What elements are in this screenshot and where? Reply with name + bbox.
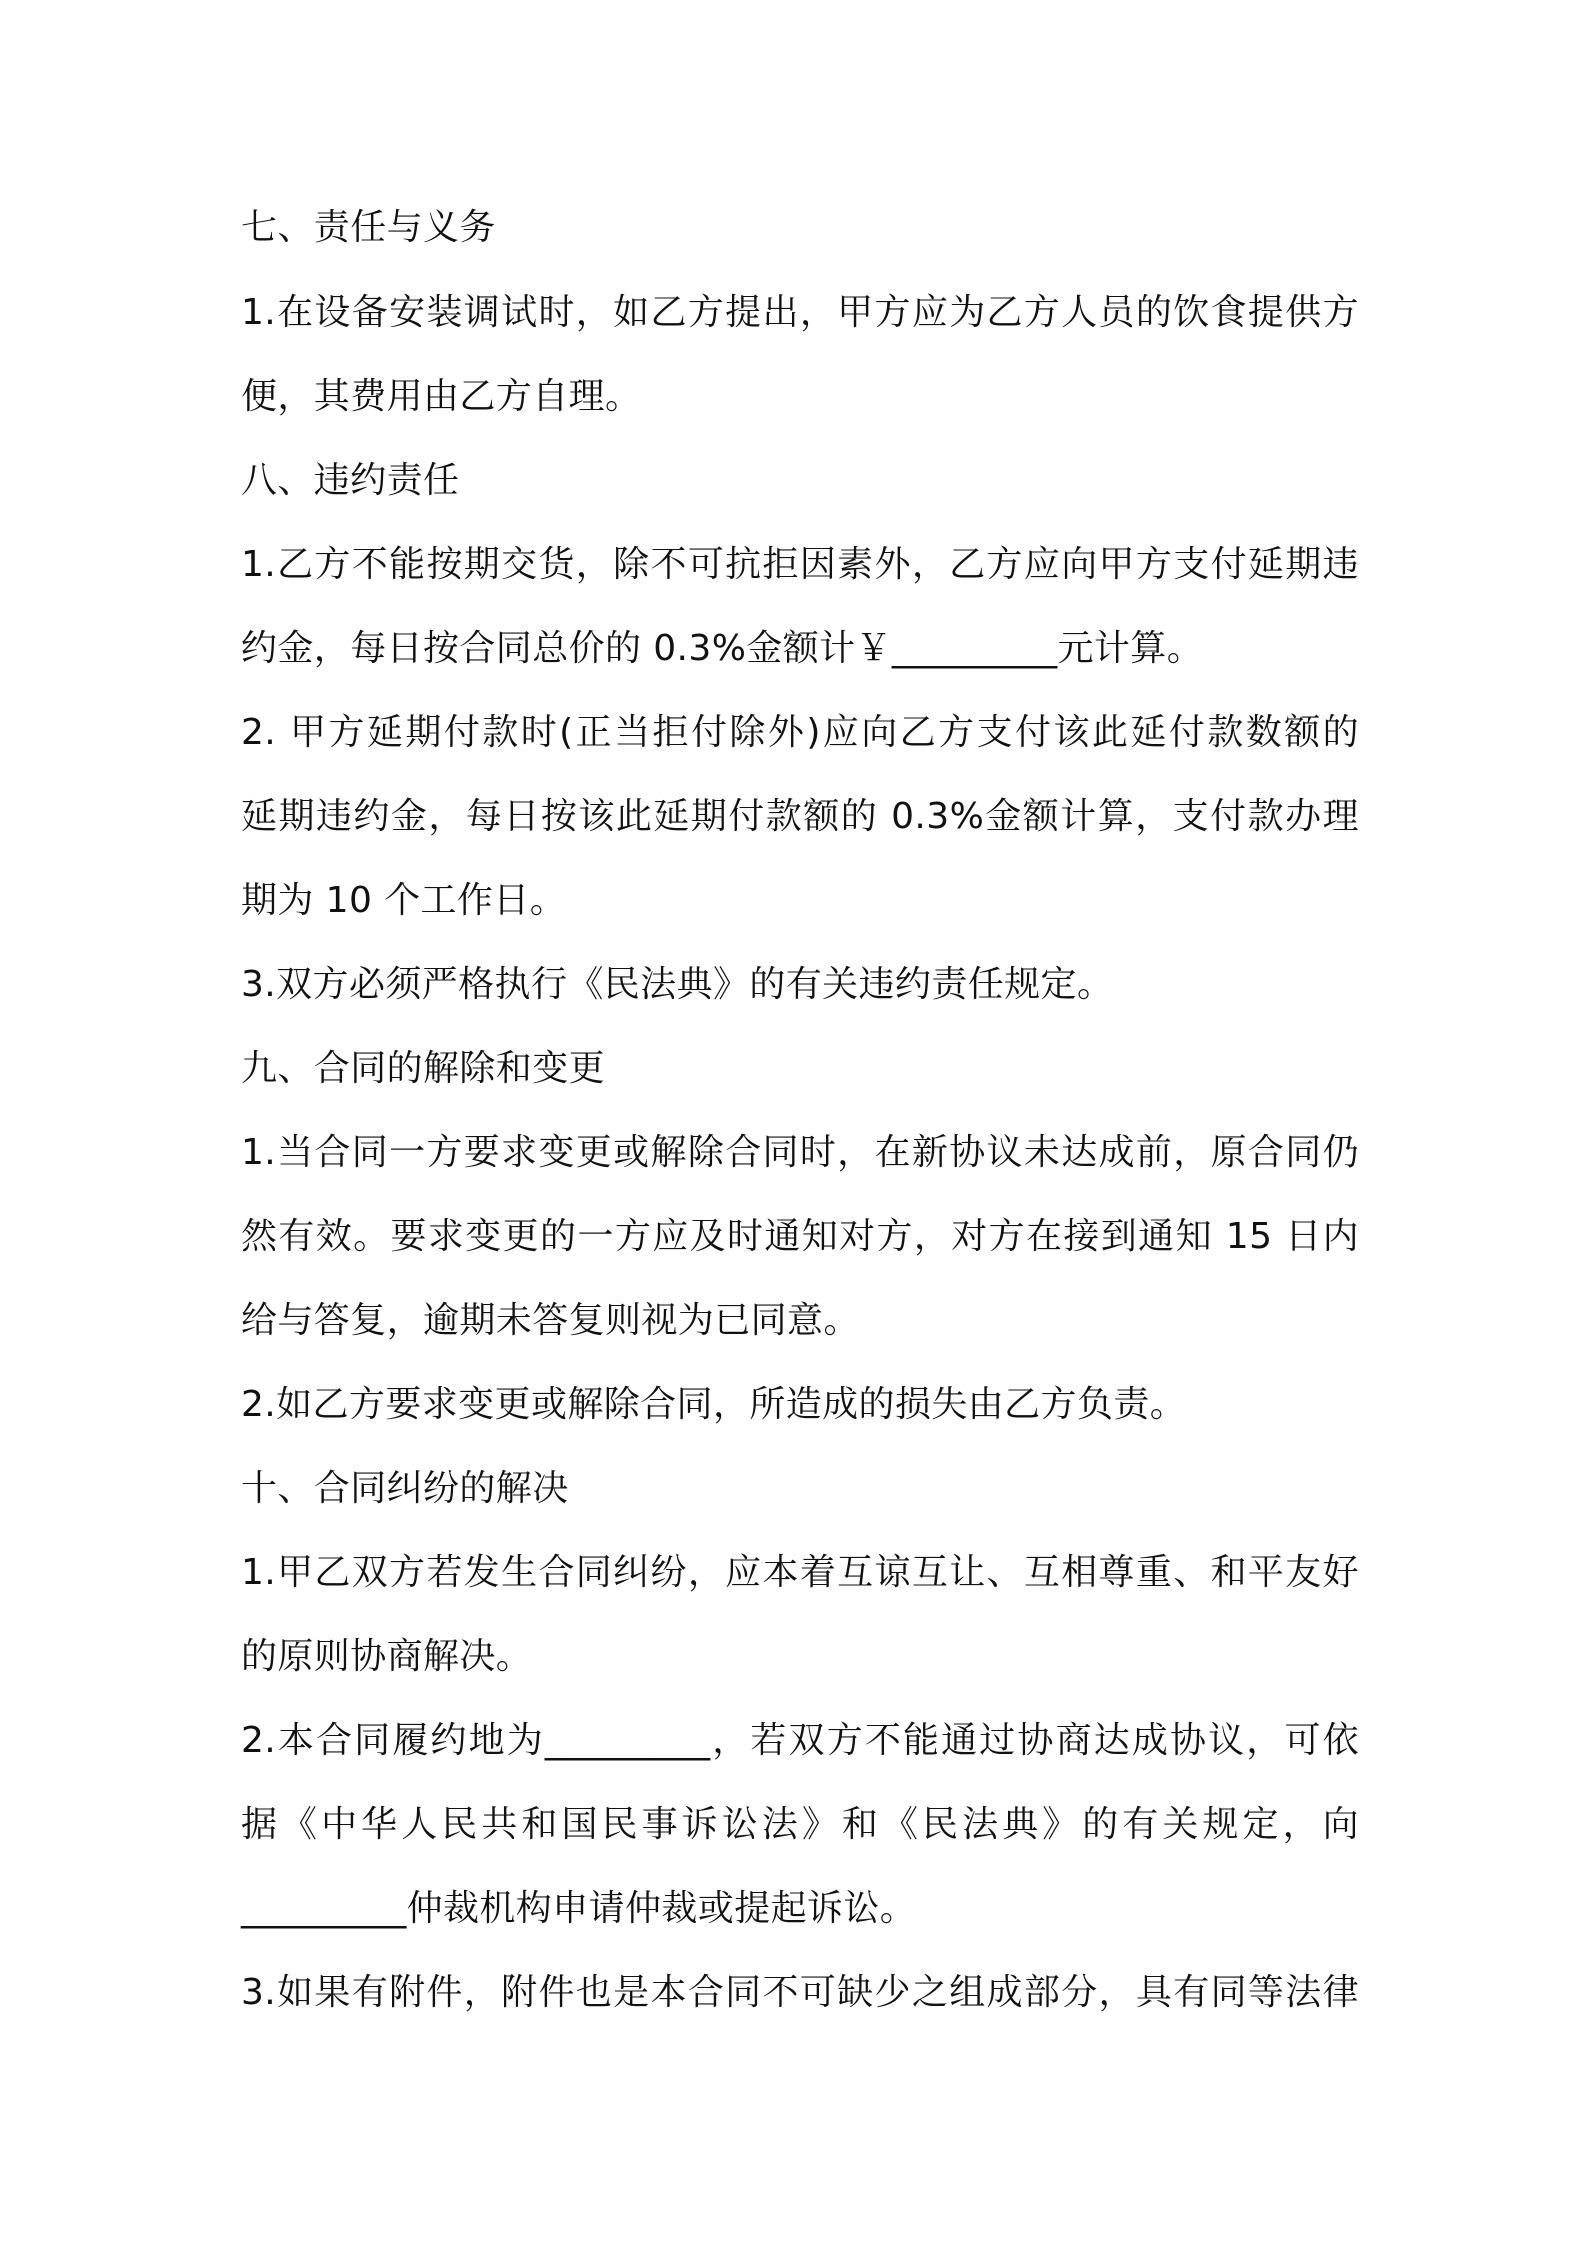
section-heading-breach-liability: 八、违约责任 [241,460,460,501]
section-heading-termination-modification: 九、合同的解除和变更 [241,1048,606,1089]
clause-9-2: 2.如乙方要求变更或解除合同，所造成的损失由乙方负责。 [241,1384,1187,1425]
section-heading-dispute-resolution: 十、合同纠纷的解决 [241,1468,569,1509]
clause-7-1-line-2: 便，其费用由乙方自理。 [241,376,642,417]
section-heading-responsibilities: 七、责任与义务 [241,207,496,248]
clause-8-2-line-3: 期为 10 个工作日。 [241,880,567,921]
clause-9-1-line-3: 给与答复，逾期未答复则视为已同意。 [241,1300,860,1341]
clause-8-2-line-1: 2. 甲方延期付款时(正当拒付除外)应向乙方支付该此延付款数额的 [241,712,1359,753]
clause-8-3: 3.双方必须严格执行《民法典》的有关违约责任规定。 [241,964,1114,1005]
clause-10-3-line-1: 3.如果有附件，附件也是本合同不可缺少之组成部分，具有同等法律 [241,1972,1359,2013]
clause-9-1-line-1: 1.当合同一方要求变更或解除合同时，在新协议未达成前，原合同仍 [241,1132,1359,1173]
clause-10-1-line-2: 的原则协商解决。 [241,1636,533,1677]
clause-10-2-line-1: 2.本合同履约地为_________，若双方不能通过协商达成协议，可依 [241,1720,1359,1761]
clause-10-1-line-1: 1.甲乙双方若发生合同纠纷，应本着互谅互让、互相尊重、和平友好 [241,1552,1359,1593]
clause-9-1-line-2: 然有效。要求变更的一方应及时通知对方，对方在接到通知 15 日内 [241,1216,1359,1257]
clause-8-2-line-2: 延期违约金，每日按该此延期付款额的 0.3%金额计算，支付款办理 [241,796,1359,837]
clause-8-1-line-2: 约金，每日按合同总价的 0.3%金额计￥_________元计算。 [241,628,1204,669]
clause-10-2-line-2: 据《中华人民共和国民事诉讼法》和《民法典》的有关规定，向 [241,1804,1359,1845]
clause-10-2-line-3: _________仲裁机构申请仲裁或提起诉讼。 [241,1888,917,1929]
clause-7-1-line-1: 1.在设备安装调试时，如乙方提出，甲方应为乙方人员的饮食提供方 [241,292,1359,333]
clause-8-1-line-1: 1.乙方不能按期交货，除不可抗拒因素外，乙方应向甲方支付延期违 [241,544,1359,585]
